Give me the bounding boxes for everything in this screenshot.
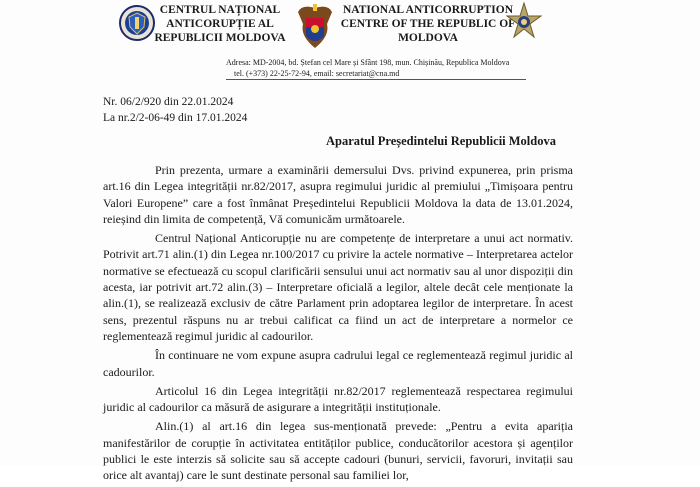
paragraph: Articolul 16 din Legea integrității nr.82/2017 reglementează respectarea regimului juridic al cadourilor ca măsură de asigurare a integrității instituționale. [103, 383, 573, 415]
paragraph: Alin.(1) al art.16 din legea sus-menționată prevede: „Pentru a evita apariția manifestărilor de corupție în activitatea entităților publice, conducătorilor acestora și agenților publici le este interzis să solicite sau să accepte cadouri (bunuri, servicii, favoruri, invitații sau orice alt avantaj) care le sunt destinate personal sau familiei lor, [103, 419, 573, 483]
star-badge-icon [506, 2, 542, 44]
letter-body [103, 162, 573, 487]
outgoing-number: Nr. 06/2/920 din 22.01.2024 [103, 96, 234, 108]
incoming-reference: La nr.2/2-06-49 din 17.01.2024 [103, 112, 248, 124]
header-title-romanian: CENTRUL NAȚIONAL ANTICORUPȚIE AL REPUBLICII MOLDOVA [154, 4, 286, 44]
header-title-english: NATIONAL ANTICORRUPTION CENTRE OF THE REPUBLIC OF MOLDOVA [340, 4, 516, 44]
recipient: Aparatul Președintelui Republicii Moldova [326, 134, 556, 148]
paragraph: Centrul Național Anticorupție nu are competențe de interpretare a unui act normativ. Potrivit art.71 alin.(1) din Legea nr.100/2017 cu privire la actele normative – Interpretarea actelor normative se efectuează cu scopul clarificării sensului unui act normativ sau al unor dispoziții din acesta, iar potrivit art.72 alin.(3) – Interpretare oficială a legilor, altele decât cele menționate la alin.(1), se realizează exclusiv de către Parlament prin adoptarea legilor de interpretare. În acest sens, prezentul răspuns nu ar trebui calificat ca fiind un act de interpretare a normelor ce reglementează regimul juridic al cadourilor. [103, 231, 573, 343]
header-divider [226, 79, 526, 80]
address-block [226, 57, 526, 79]
reference-block [103, 94, 247, 126]
address-line: Adresa: MD-2004, bd. Ștefan cel Mare și Sfânt 198, mun. Chișinău, Republica Moldova [226, 58, 510, 67]
moldova-coat-of-arms-icon [294, 2, 336, 52]
paragraph: În continuare ne vom expune asupra cadrului legal ce reglementează regimul juridic al cadourilor. [103, 348, 573, 379]
paragraph: Prin prezenta, urmare a examinării demersului Dvs. privind expunerea, prin prisma art.16 din Legea integrității nr.82/2017, asupra regimului juridic al premiului „Timișoara pentru Valori Europene” care a fost înmânat Președintelui Republicii Moldova la data de 13.01.2024, reieșind din limita de competență, Vă comunicăm următoarele. [103, 163, 573, 226]
contact-line: tel. (+373) 22-25-72-94, email: secretariat@cna.md [234, 69, 400, 78]
